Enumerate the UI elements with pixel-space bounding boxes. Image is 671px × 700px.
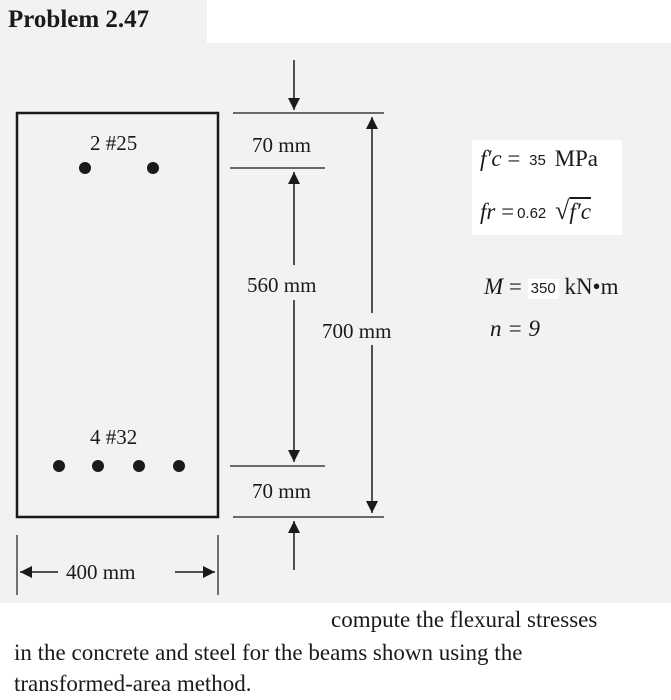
top-rebar	[79, 162, 91, 174]
top-rebar	[147, 162, 159, 174]
total-depth-label: 700 mm	[322, 319, 392, 343]
modular-ratio: n = 9	[490, 316, 541, 341]
fr-symbol: fr	[480, 199, 496, 224]
sqrt-icon: √	[555, 196, 570, 225]
bottom-bars-label: 4 #32	[90, 425, 138, 449]
fc-unit: MPa	[554, 146, 599, 171]
inner-depth-label: 560 mm	[247, 273, 317, 297]
beam-outline	[17, 113, 218, 517]
bottom-rebar	[173, 460, 185, 472]
width-label: 400 mm	[66, 560, 136, 584]
fr-sqrt-term: f′c	[569, 199, 591, 224]
moment-line: M = 350 kN•m	[484, 274, 619, 299]
fr-line: fr = 0.62 √f′c	[480, 196, 591, 225]
top-cover-label: 70 mm	[252, 133, 311, 157]
fc-value: 35	[526, 151, 549, 171]
problem-text-line1: compute the flexural stresses	[331, 607, 598, 632]
moment-unit: kN•m	[564, 274, 619, 299]
top-bars-label: 2 #25	[90, 131, 138, 155]
fc-symbol: f′c	[480, 146, 502, 171]
bottom-cover-label: 70 mm	[252, 479, 311, 503]
problem-text-line3: transformed-area method.	[14, 671, 252, 696]
bottom-rebar	[53, 460, 65, 472]
moment-value: 350	[528, 279, 559, 299]
fr-coefficient: 0.62	[514, 204, 549, 224]
problem-text-line2: in the concrete and steel for the beams shown using the	[14, 640, 523, 665]
bottom-rebar	[133, 460, 145, 472]
bottom-rebar	[92, 460, 104, 472]
problem-title: Problem 2.47	[8, 6, 150, 33]
fc-line: f′c = 35 MPa	[480, 146, 599, 171]
moment-symbol: M	[484, 274, 504, 299]
